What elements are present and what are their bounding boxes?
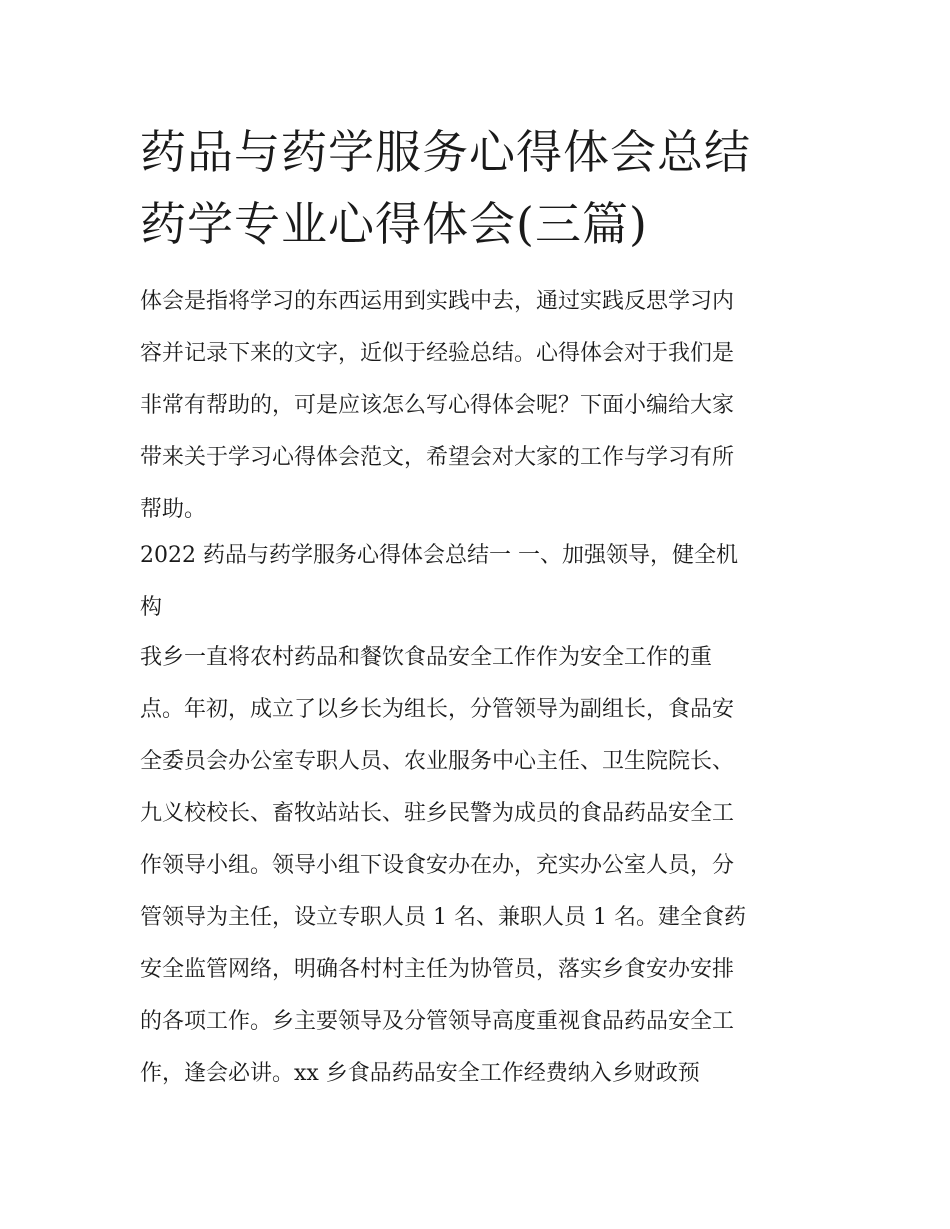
paragraph-line: 九义校校长、畜牧站站长、驻乡民警为成员的食品药品安全工 <box>140 801 735 826</box>
paragraph-line: 带来关于学习心得体会范文，希望会对大家的工作与学习有所 <box>140 445 735 470</box>
paragraph-line: 作领导小组。领导小组下设食安办在办，充实办公室人员，分 <box>140 853 735 878</box>
paragraph-line: 管领导为主任，设立专职人员 1 名、兼职人员 1 名。建全食药 <box>140 905 746 930</box>
paragraph-line: 构 <box>140 595 163 620</box>
paragraph-line: 安全监管网络，明确各村村主任为协管员，落实乡食安办安排 <box>140 957 735 982</box>
paragraph-line: 作，逢会必讲。xx 乡食品药品安全工作经费纳入乡财政预 <box>140 1061 700 1086</box>
paragraph-line: 点。年初，成立了以乡长为组长，分管领导为副组长，食品安 <box>140 697 735 722</box>
body-paragraph <box>140 632 812 1100</box>
paragraph-line: 容并记录下来的文字，近似于经验总结。心得体会对于我们是 <box>140 341 735 366</box>
title-line: 药品与药学服务心得体会总结 <box>140 125 751 179</box>
section-heading <box>140 530 812 634</box>
document-title <box>140 116 820 260</box>
paragraph-line: 的各项工作。乡主要领导及分管领导高度重视食品药品安全工 <box>140 1009 735 1034</box>
title-line: 药学专业心得体会(三篇) <box>140 197 648 251</box>
paragraph-line: 非常有帮助的，可是应该怎么写心得体会呢？下面小编给大家 <box>140 393 735 418</box>
paragraph-line: 2022 药品与药学服务心得体会总结一 一、加强领导，健全机 <box>140 543 738 568</box>
paragraph-line: 体会是指将学习的东西运用到实践中去，通过实践反思学习内 <box>140 289 735 314</box>
paragraph-line: 全委员会办公室专职人员、农业服务中心主任、卫生院院长、 <box>140 749 735 774</box>
paragraph-line: 帮助。 <box>140 497 207 522</box>
paragraph-line: 我乡一直将农村药品和餐饮食品安全工作作为安全工作的重 <box>140 645 713 670</box>
intro-paragraph <box>140 276 812 536</box>
